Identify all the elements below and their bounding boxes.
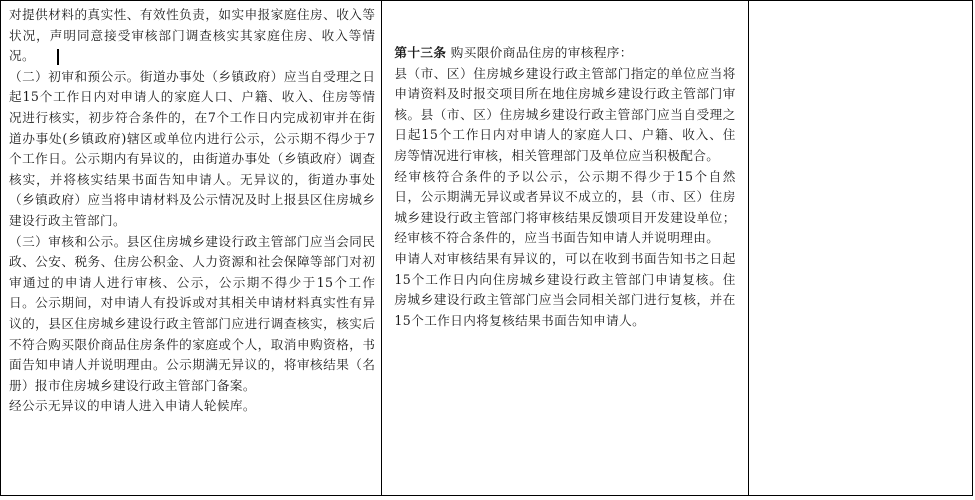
left-paragraph-4: 经公示无异议的申请人进入申请人轮候库。 bbox=[9, 398, 256, 414]
left-paragraph-3: （三）审核和公示。县区住房城乡建设行政主管部门应当会同民政、公安、税务、住房公积金、人力资源和社会保障等部门对初审通过的申请人进行审核、公示，公示期不得少于15个工作日。公示期间，对申请人有投诉或对其相关申请材料真实性有异议的，县区住房城乡建设行政主管部门应进行调查核实，核实后不符合购买限价商品住房条件的家庭或个人，取消申购资格，书面告知申请人并说明理由。公示期满无异议的，将审核结果（名册）报市住房城乡建设行政主管部门备案。 bbox=[9, 233, 376, 393]
text-cursor bbox=[57, 49, 59, 65]
middle-cell bbox=[382, 1, 748, 496]
right-cell bbox=[748, 1, 972, 496]
middle-paragraph-1: 县（市、区）住房城乡建设行政主管部门指定的单位应当将申请资料及时报交项目所在地住房城乡建设行政主管部门审核。县（市、区）住房城乡建设行政主管部门应当自受理之日起15个工作日内对申请人的家庭人口、户籍、收入、住房等情况进行审核，相关管理部门及单位应当积极配合。 bbox=[394, 65, 736, 163]
left-cell bbox=[1, 1, 382, 496]
middle-cell-text[interactable] bbox=[382, 1, 747, 331]
middle-paragraph-3: 申请人对审核结果有异议的，可以在收到书面告知书之日起15个工作日内向住房城乡建设行政主管部门申请复核。住房城乡建设行政主管部门应当会同相关部门进行复核，并在15个工作日内将复核结果书面告知申请人。 bbox=[394, 250, 736, 328]
left-paragraph-2: （二）初审和预公示。街道办事处（乡镇政府）应当自受理之日起15个工作日内对申请人的家庭人口、户籍、收入、住房等情况进行核实，初步符合条件的，在7个工作日内完成初审并在街道办事处(乡镇政府)辖区或单位内进行公示，公示期不得少于7个工作日。公示期内有异议的，由街道办事处（乡镇政府）调查核实，并将核实结果书面告知申请人。无异议的，街道办事处（乡镇政府）应当将申请材料及公示情况及时上报县区住房城乡建设行政主管部门。 bbox=[9, 68, 376, 228]
table-row bbox=[1, 1, 973, 496]
article-label: 第十三条 bbox=[394, 45, 447, 60]
left-paragraph-1: 对提供材料的真实性、有效性负责，如实申报家庭住房、收入等状况，声明同意接受审核部门调查核实其家庭住房、收入等情况。 bbox=[9, 7, 376, 64]
article-title: 购买限价商品住房的审核程序： bbox=[450, 45, 633, 60]
article-heading bbox=[394, 43, 735, 64]
middle-paragraph-2: 经审核符合条件的予以公示，公示期不得少于15个自然日，公示期满无异议或者异议不成立的，县（市、区）住房城乡建设行政主管部门将审核结果反馈项目开发建设单位；经审核不符合条件的，应当书面告知申请人并说明理由。 bbox=[394, 168, 736, 246]
left-cell-text[interactable] bbox=[1, 1, 381, 417]
